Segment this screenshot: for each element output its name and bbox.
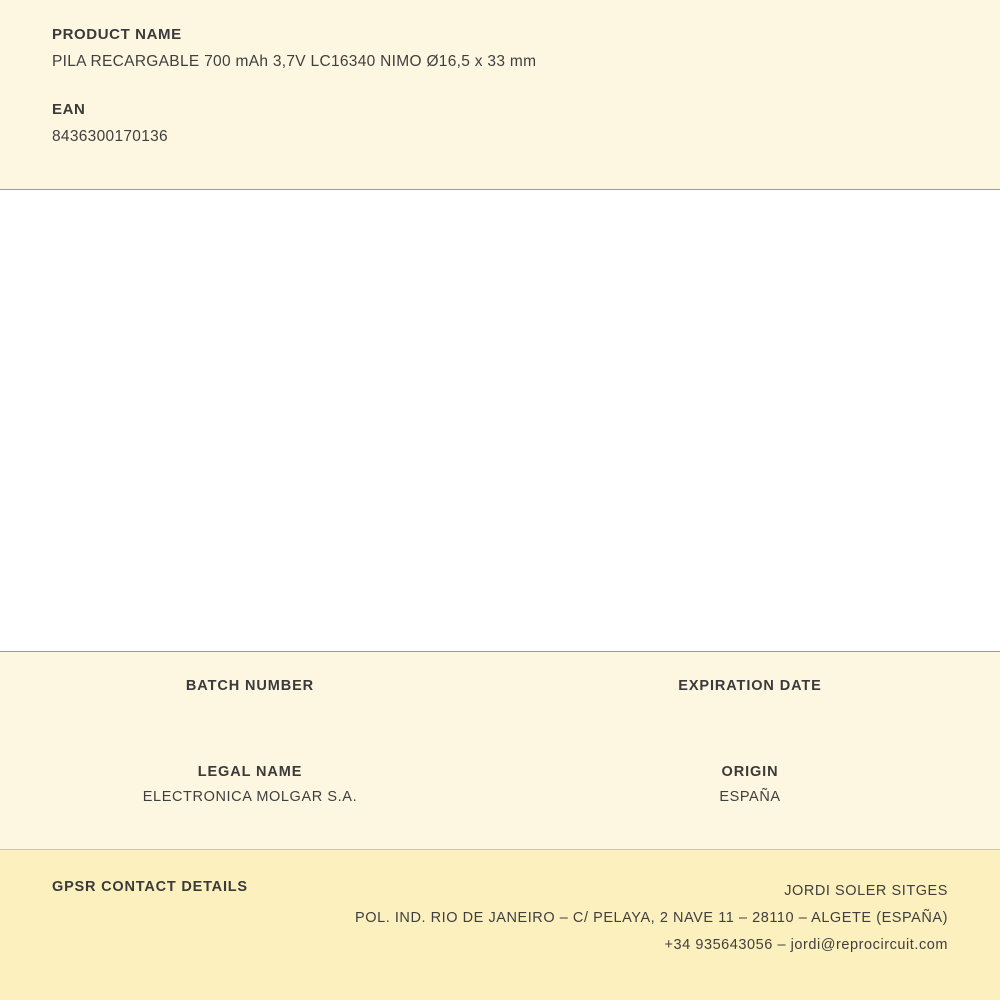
ean-label: EAN [52, 101, 86, 118]
product-name-group [52, 26, 948, 71]
ean-value: 8436300170136 [52, 128, 168, 145]
legal-name-label: LEGAL NAME [197, 764, 303, 780]
origin-cell [500, 764, 1000, 807]
gpsr-contact-details [355, 878, 948, 1000]
legal-origin-row [0, 764, 1000, 807]
product-name-value: PILA RECARGABLE 700 mAh 3,7V LC16340 NIMO Ø16,5 x 33 mm [52, 53, 537, 70]
origin-value: ESPAÑA [719, 789, 781, 805]
batch-expiration-row [0, 678, 1000, 721]
row-spacer [0, 721, 1000, 764]
expiration-date-value [500, 703, 1000, 721]
gpsr-contact-label: GPSR CONTACT DETAILS [52, 879, 248, 895]
expiration-date-label: EXPIRATION DATE [678, 678, 822, 694]
product-name-label: PRODUCT NAME [52, 26, 182, 43]
batch-origin-block [0, 652, 1000, 850]
batch-number-cell [0, 678, 500, 721]
origin-label: ORIGIN [721, 764, 779, 780]
batch-number-label: BATCH NUMBER [185, 678, 315, 694]
gpsr-contact-name: JORDI SOLER SITGES [784, 883, 948, 899]
gpsr-contact-phone-email: +34 935643056 – jordi@reprocircuit.com [664, 937, 948, 953]
gpsr-footer [0, 850, 1000, 1000]
product-image-area [0, 190, 1000, 652]
gpsr-contact-address: POL. IND. RIO DE JANEIRO – C/ PELAYA, 2 NAVE 11 – 28110 – ALGETE (ESPAÑA) [355, 910, 948, 926]
legal-name-value: ELECTRONICA MOLGAR S.A. [142, 789, 358, 805]
product-info-block [0, 0, 1000, 190]
batch-number-value [0, 703, 500, 721]
legal-name-cell [0, 764, 500, 807]
ean-group [52, 101, 948, 146]
expiration-date-cell [500, 678, 1000, 721]
